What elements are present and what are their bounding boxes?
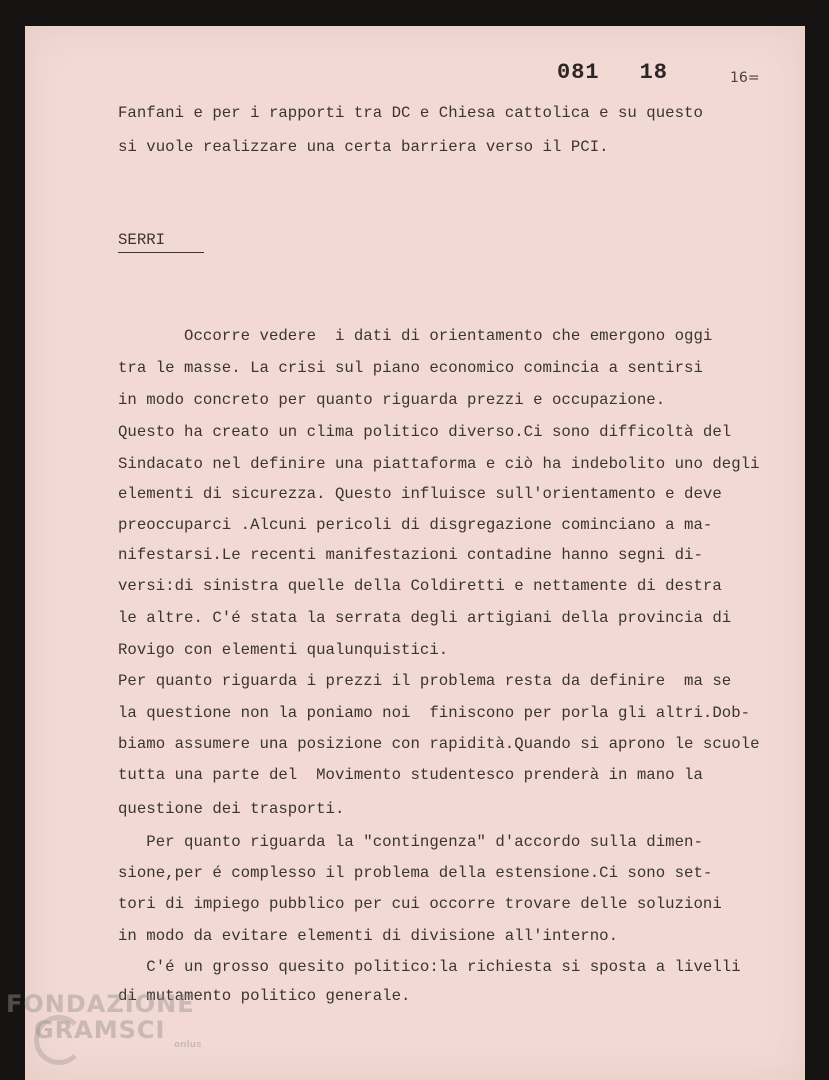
text-line: C'é un grosso quesito politico:la richiesta si sposta a livelli <box>118 958 741 976</box>
text-line: sione,per é complesso il problema della estensione.Ci sono set- <box>118 864 713 882</box>
text-line: versi:di sinistra quelle della Coldiretti e nettamente di destra <box>118 577 722 595</box>
watermark-line1: FONDAZIONE <box>6 990 195 1018</box>
watermark-line3: onlus <box>174 1040 202 1050</box>
text-line: tutta una parte del Movimento studentesco prenderà in mano la <box>118 766 703 784</box>
speaker-heading: SERRI <box>118 231 204 253</box>
watermark-line2: GRAMSCI <box>34 1016 166 1044</box>
archive-number-2: 18 <box>639 60 669 85</box>
text-line: si vuole realizzare una certa barriera verso il PCI. <box>118 138 609 156</box>
text-line: in modo da evitare elementi di divisione all'interno. <box>118 927 619 945</box>
text-line: Fanfani e per i rapporti tra DC e Chiesa cattolica e su questo <box>118 104 703 122</box>
text-line: tra le masse. La crisi sul piano economico comincia a sentirsi <box>118 359 703 377</box>
text-line: di mutamento politico generale. <box>118 987 411 1005</box>
text-line: Occorre vedere i dati di orientamento che emergono oggi <box>118 327 713 345</box>
text-line: nifestarsi.Le recenti manifestazioni contadine hanno segni di- <box>118 546 703 564</box>
text-line: la questione non la poniamo noi finiscono per porla gli altri.Dob- <box>118 704 751 722</box>
archive-number <box>557 60 668 85</box>
text-line: tori di impiego pubblico per cui occorre trovare delle soluzioni <box>118 895 722 913</box>
page-mark: 16= <box>730 70 760 86</box>
text-line: le altre. C'é stata la serrata degli artigiani della provincia di <box>118 609 732 627</box>
text-line: Questo ha creato un clima politico diverso.Ci sono difficoltà del <box>118 423 732 441</box>
text-line: Rovigo con elementi qualunquistici. <box>118 641 449 659</box>
text-line: Per quanto riguarda i prezzi il problema resta da definire ma se <box>118 672 732 690</box>
text-line: biamo assumere una posizione con rapidità.Quando si aprono le scuole <box>118 735 760 753</box>
text-line: questione dei trasporti. <box>118 800 345 818</box>
archive-number-1: 081 <box>557 60 600 85</box>
text-line: elementi di sicurezza. Questo influisce sull'orientamento e deve <box>118 485 722 503</box>
text-line: in modo concreto per quanto riguarda prezzi e occupazione. <box>118 391 666 409</box>
text-line: Per quanto riguarda la "contingenza" d'accordo sulla dimen- <box>118 833 703 851</box>
text-line: preoccuparci .Alcuni pericoli di disgregazione cominciano a ma- <box>118 516 713 534</box>
text-line: Sindacato nel definire una piattaforma e ciò ha indebolito uno degli <box>118 455 760 473</box>
watermark-logo <box>6 990 201 1050</box>
